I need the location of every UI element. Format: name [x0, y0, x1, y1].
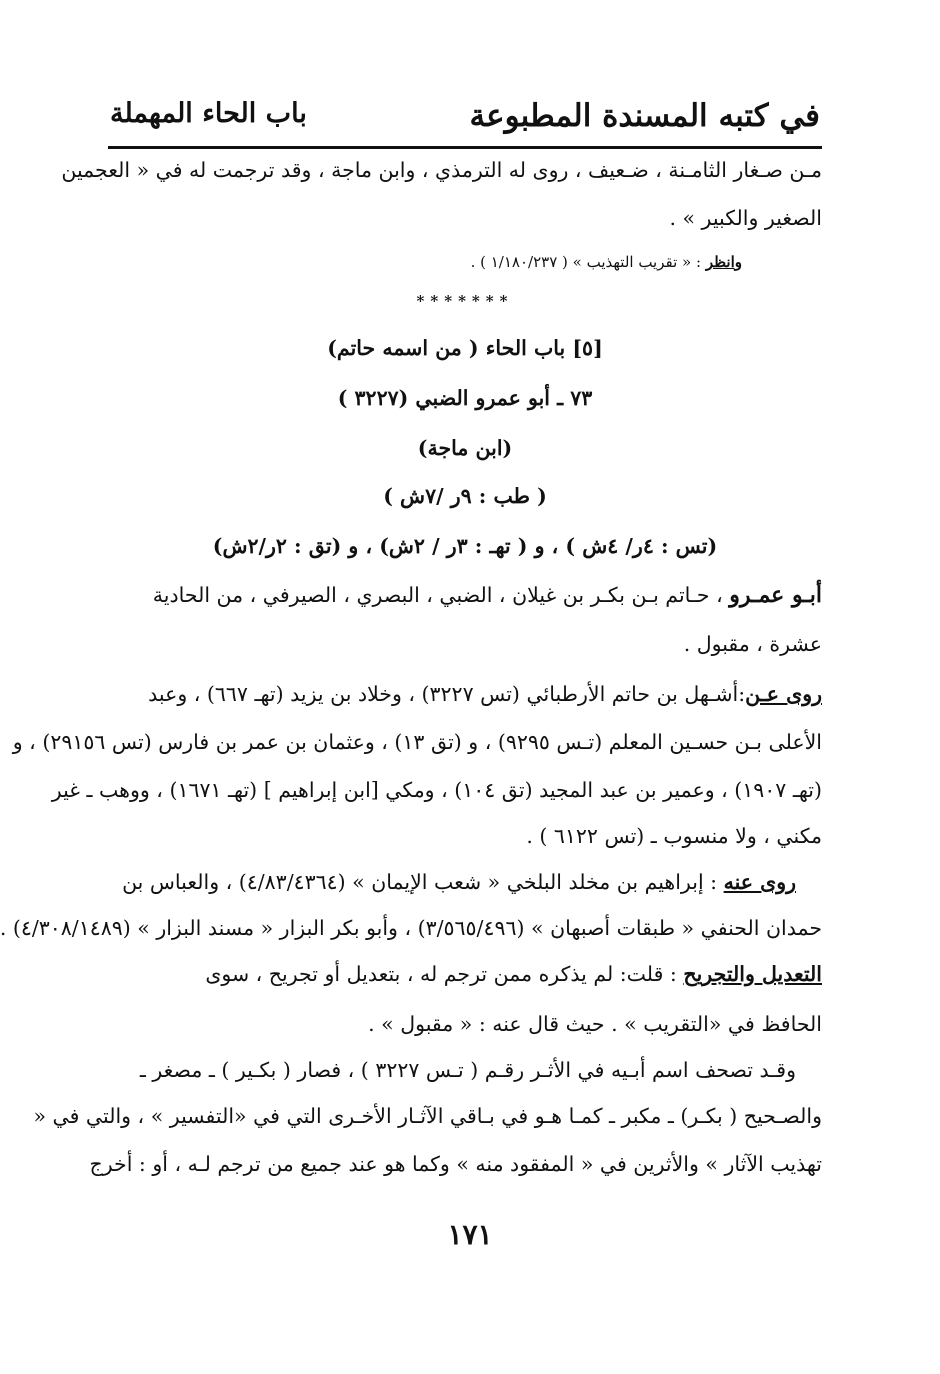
see-also [471, 253, 742, 271]
separator: ******* [416, 292, 514, 310]
entry-ref-2: (تس : ٤ر/ ٤ش ) ، و ( تهـ : ٣ر / ٢ش) ، و (تق : ٢ر/٢ش) [212, 534, 718, 558]
text-line-2: الصغير والكبير » . [669, 206, 822, 230]
header-book-title: في كتبه المسندة المطبوعة [469, 98, 820, 134]
narrated-from-label: روى عـن [745, 682, 822, 706]
narrated-by-line-2: حمدان الحنفي « طبقات أصبهان » (٣/٥٦٥/٤٩٦) ، وأبو بكر البزار « مسند البزار » (٤/٣٠٨/١٤٨٩) . [0, 916, 822, 940]
entry-source: (ابن ماجة) [417, 436, 513, 460]
paragraph-line-3: تهذيب الآثار » والأثرين في « المفقود منه » وكما هو عند جميع من ترجم لـه ، أو : أخرج [89, 1152, 822, 1176]
running-header [110, 92, 820, 144]
entry-ref-1: ( طب : ٩ر /٧ش ) [383, 484, 547, 508]
assessment-line-2: الحافظ في «التقريب » . حيث قال عنه : « مقبول » . [368, 1012, 822, 1036]
paragraph-line-2: والصـحيح ( بكـر) ـ مكبر ـ كمـا هـو في بـاقي الآثـار الأخـرى التي في «التفسير » ، والتي في « [33, 1104, 822, 1128]
bio-line-1 [108, 582, 822, 608]
entry-title: ٧٣ ـ أبو عمرو الضبي (٣٢٢٧ ) [337, 386, 593, 410]
bio-name: أبـو عمـرو [729, 582, 822, 608]
narrated-from-line-4: مكني ، ولا منسوب ـ (تس ٦١٢٢ ) . [526, 824, 822, 848]
narrated-by-line-1 [122, 870, 796, 894]
header-chapter-title: باب الحاء المهملة [110, 98, 307, 129]
assessment-label: التعديل والتجريح [683, 962, 822, 986]
section-heading: [٥] باب الحاء ( من اسمه حاتم) [327, 336, 603, 360]
narrated-by-text: : إبراهيم بن مخلد البلخي « شعب الإيمان » (٤/٨٣/٤٣٦٤) ، والعباس بن [122, 870, 718, 894]
text-line-1: مـن صـغار الثامـنة ، ضـعيف ، روى له الترمذي ، وابن ماجة ، وقد ترجمت له في « العجمين [61, 158, 822, 182]
header-rule [108, 146, 822, 149]
assessment-line-1 [108, 962, 822, 986]
bio-text: ، حـاتم بـن بكـر بن غيلان ، الضبي ، البصري ، الصيرفي ، من الحادية [152, 583, 723, 607]
see-also-label: وانظر [705, 253, 742, 271]
page-number: ١٧١ [447, 1218, 493, 1251]
see-also-text: : « تقريب التهذيب » ( ١/١٨٠/٢٣٧ ) . [470, 253, 702, 271]
paragraph-line-1: وقـد تصحف اسم أبـيه في الأثـر رقـم ( تـس ٣٢٢٧ ) ، فصار ( بكـير ) ـ مصغر ـ [139, 1058, 796, 1082]
narrated-from-text: :أشـهل بن حاتم الأرطبائي (تس ٣٢٢٧) ، وخلاد بن يزيد (تهـ ٦٦٧) ، وعبد [148, 682, 746, 706]
narrated-from-line-1 [108, 682, 822, 706]
narrated-from-line-3: (تهـ ١٩٠٧) ، وعمير بن عبد المجيد (تق ١٠٤) ، ومكي [ابن إبراهيم ] (تهـ ١٦٧١) ، ووهب ـ غير [51, 778, 822, 802]
assessment-text: : قلت: لم يذكره ممن ترجم له ، بتعديل أو تجريح ، سوى [205, 962, 677, 986]
narrated-by-label: روى عنه [723, 870, 796, 894]
narrated-from-line-2: الأعلى بـن حسـين المعلم (تـس ٩٢٩٥) ، و (تق ١٣) ، وعثمان بن عمر بن فارس (تس ٢٩١٥٦) ، و [12, 730, 822, 754]
bio-line-2: عشرة ، مقبول . [683, 632, 822, 656]
